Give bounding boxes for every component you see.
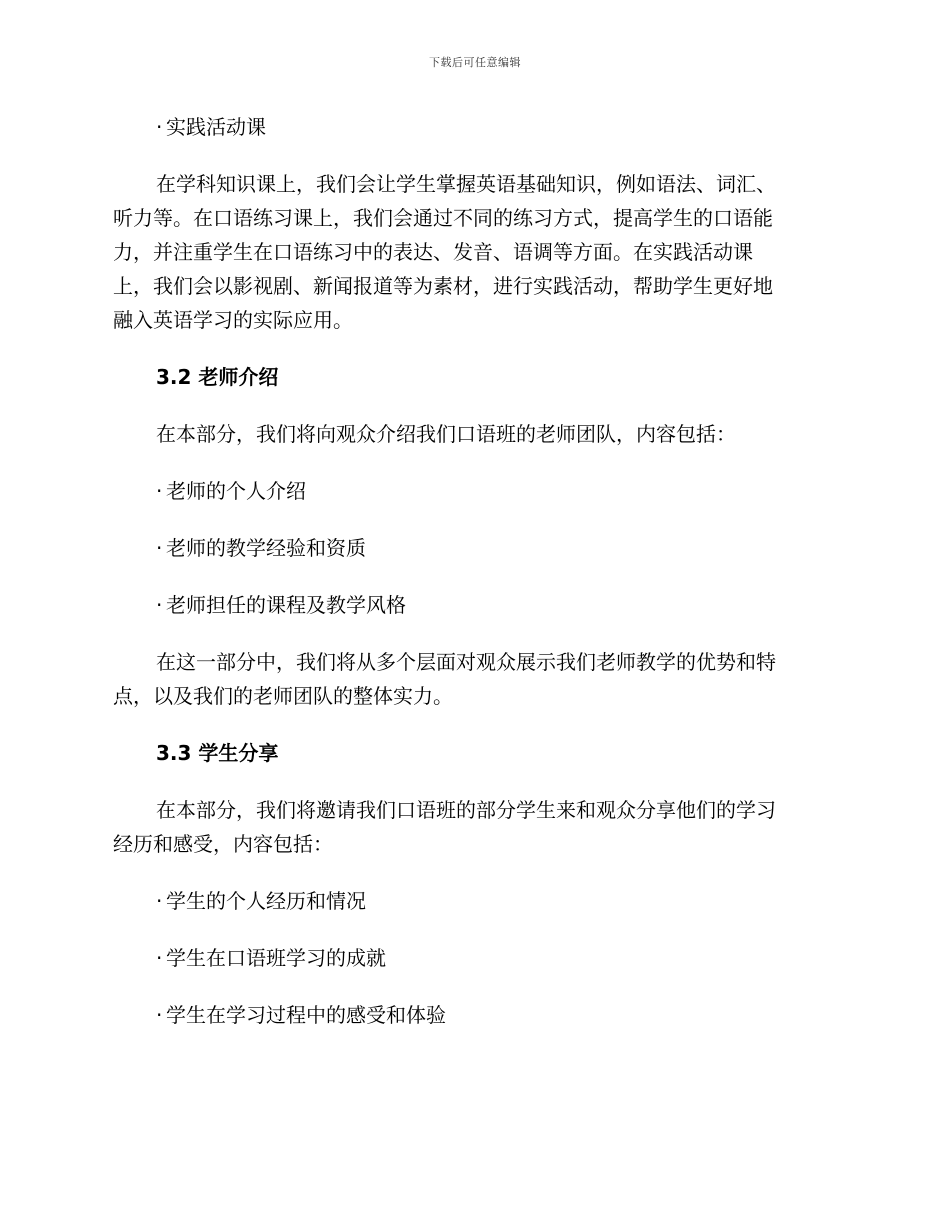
paragraph xyxy=(113,793,833,861)
paragraph xyxy=(113,417,833,451)
paragraph-line: 点，以及我们的老师团队的整体实力。 xyxy=(113,684,453,708)
paragraph-line: 融入英语学习的实际应用。 xyxy=(113,308,353,332)
page-header: 下载后可任意编辑 xyxy=(429,56,521,69)
bullet-text: 学生的个人经历和情况 xyxy=(166,889,366,913)
bullet-text: 实践活动课 xyxy=(166,115,266,139)
bullet-item xyxy=(113,884,833,918)
bullet-dot: · xyxy=(156,946,163,970)
paragraph-line: 力，并注重学生在口语练习中的表达、发音、语调等方面。在实践活动课 xyxy=(113,240,753,264)
paragraph-line: 在这一部分中，我们将从多个层面对观众展示我们老师教学的优势和特 xyxy=(156,650,776,674)
bullet-dot: · xyxy=(156,479,163,503)
paragraph-line: 经历和感受，内容包括： xyxy=(113,832,333,856)
paragraph-line: 在本部分，我们将邀请我们口语班的部分学生来和观众分享他们的学习 xyxy=(156,798,776,822)
bullet-item xyxy=(113,588,833,622)
bullet-item xyxy=(113,531,833,565)
bullet-item xyxy=(113,998,833,1032)
paragraph xyxy=(113,645,833,713)
bullet-dot: · xyxy=(156,593,163,617)
paragraph xyxy=(113,167,833,337)
bullet-text: 学生在学习过程中的感受和体验 xyxy=(166,1003,446,1027)
paragraph-line: 听力等。在口语练习课上，我们会通过不同的练习方式，提高学生的口语能 xyxy=(113,206,773,230)
bullet-text: 老师的教学经验和资质 xyxy=(166,536,366,560)
bullet-dot: · xyxy=(156,536,163,560)
paragraph-line: 在本部分，我们将向观众介绍我们口语班的老师团队，内容包括： xyxy=(156,422,736,446)
bullet-item xyxy=(113,110,833,144)
bullet-text: 学生在口语班学习的成就 xyxy=(166,946,386,970)
bullet-item xyxy=(113,941,833,975)
document-body xyxy=(113,110,833,1032)
section-heading: 3.2 老师介绍 xyxy=(156,365,279,389)
bullet-text: 老师的个人介绍 xyxy=(166,479,306,503)
bullet-text: 老师担任的课程及教学风格 xyxy=(166,593,406,617)
section-heading: 3.3 学生分享 xyxy=(156,741,279,765)
bullet-dot: · xyxy=(156,889,163,913)
paragraph-line: 在学科知识课上，我们会让学生掌握英语基础知识，例如语法、词汇、 xyxy=(156,172,776,196)
bullet-dot: · xyxy=(156,1003,163,1027)
paragraph-line: 上，我们会以影视剧、新闻报道等为素材，进行实践活动，帮助学生更好地 xyxy=(113,274,773,298)
bullet-dot: · xyxy=(156,115,163,139)
bullet-item xyxy=(113,474,833,508)
